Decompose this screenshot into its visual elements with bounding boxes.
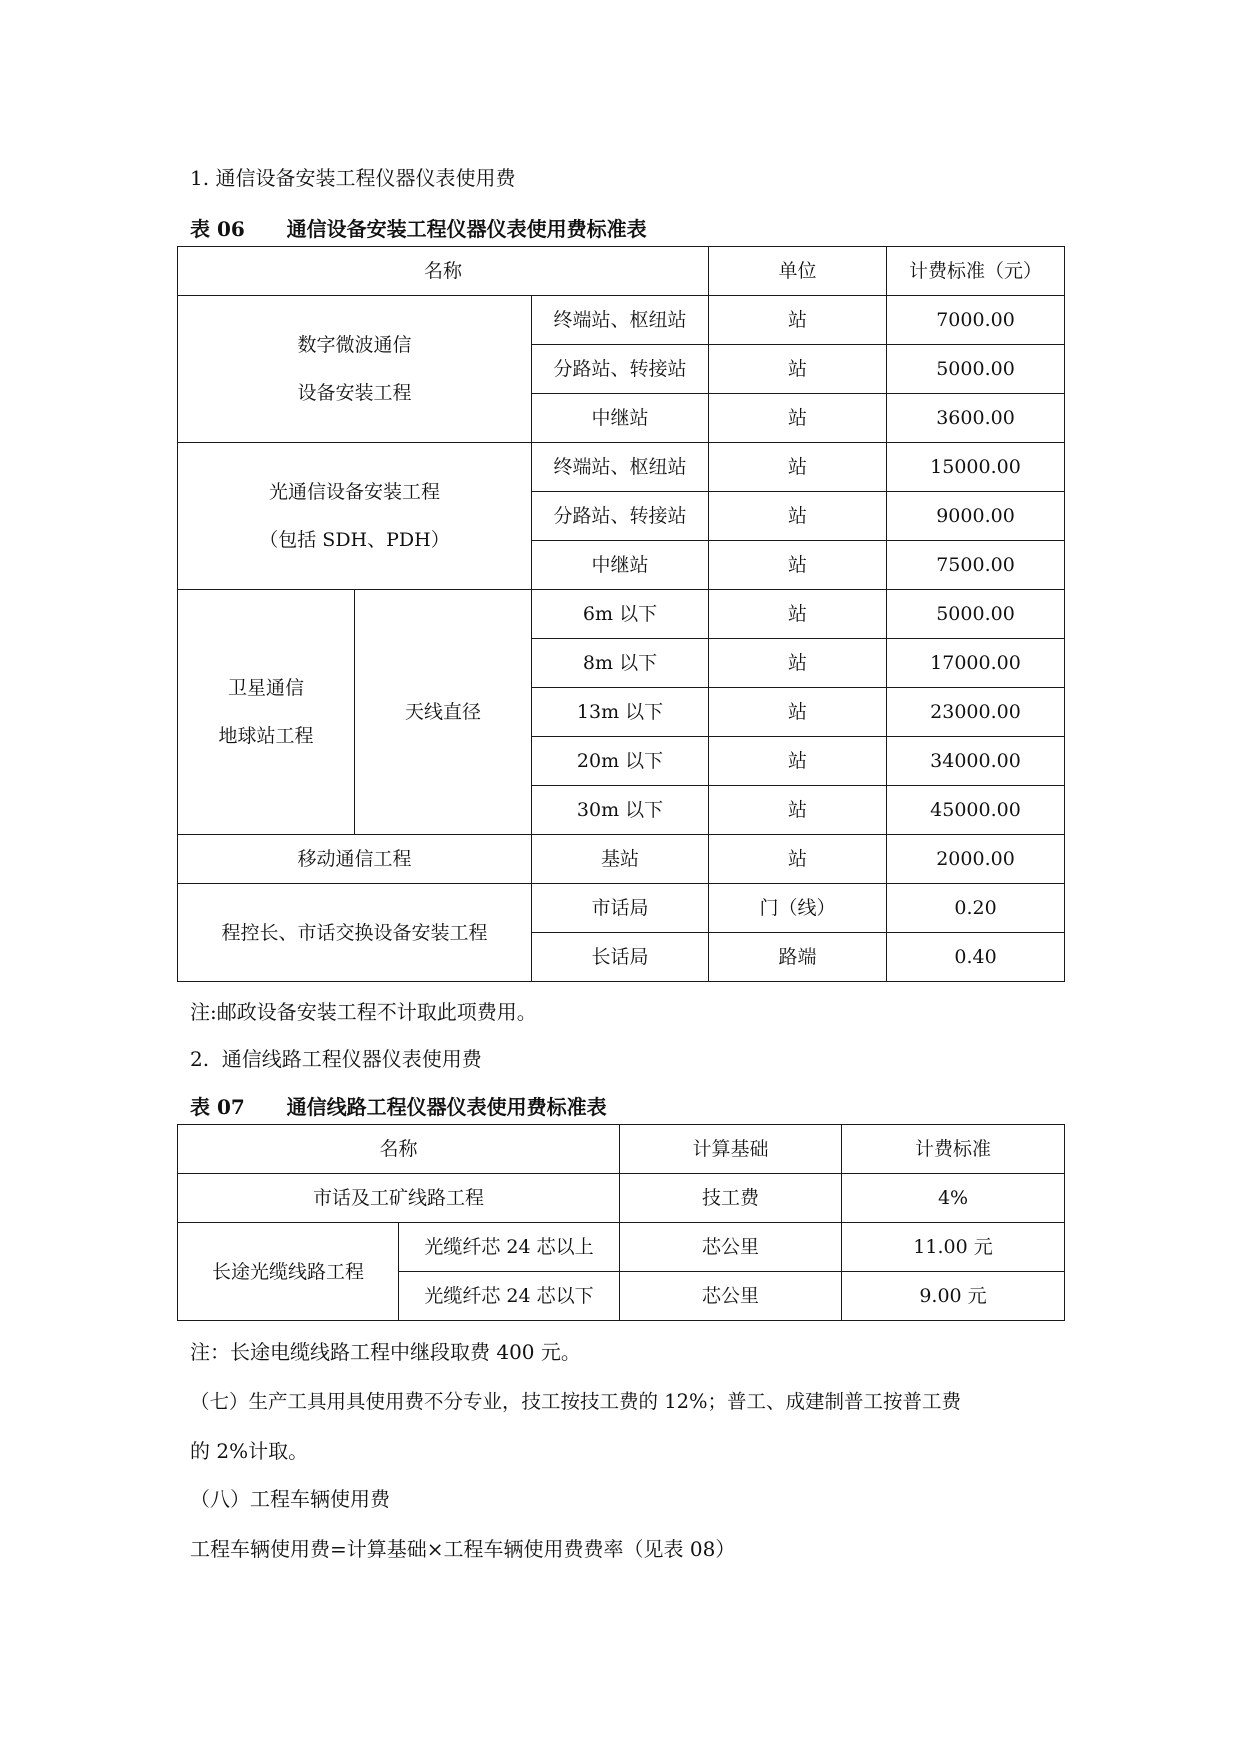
header-name: 名称: [178, 1125, 620, 1174]
row-value: 7500.00: [887, 541, 1065, 590]
header-name: 名称: [178, 247, 709, 296]
group-mobile: 移动通信工程: [178, 835, 532, 884]
row-value: 7000.00: [887, 296, 1065, 345]
row-item: 光缆纤芯 24 芯以上: [399, 1223, 620, 1272]
group-longdist: 长途光缆线路工程: [178, 1223, 399, 1321]
row-unit: 站: [709, 296, 887, 345]
row-item: 13m 以下: [532, 688, 709, 737]
row-basis: 芯公里: [620, 1272, 842, 1321]
table-row: [178, 590, 1065, 639]
table06-caption: 表 06 通信设备安装工程仪器仪表使用费标准表: [190, 217, 647, 241]
row-value: 9.00 元: [842, 1272, 1065, 1321]
row-value: 17000.00: [887, 639, 1065, 688]
row-value: 9000.00: [887, 492, 1065, 541]
table06: [177, 246, 1065, 982]
row-item: 光缆纤芯 24 芯以下: [399, 1272, 620, 1321]
group-microwave: 数字微波通信 设备安装工程: [178, 296, 532, 443]
row-item: 20m 以下: [532, 737, 709, 786]
row-unit: 站: [709, 443, 887, 492]
row-unit: 站: [709, 835, 887, 884]
row-item: 6m 以下: [532, 590, 709, 639]
section8-heading: （八）工程车辆使用费: [190, 1487, 390, 1511]
row-value: 5000.00: [887, 590, 1065, 639]
section2-heading: 2. 通信线路工程仪器仪表使用费: [190, 1047, 482, 1071]
section7-text-cont: 的 2%计取。: [190, 1439, 309, 1463]
table-row: [178, 443, 1065, 492]
row-item: 分路站、转接站: [532, 492, 709, 541]
row-basis: 芯公里: [620, 1223, 842, 1272]
table-row: [178, 296, 1065, 345]
table07-note: 注：长途电缆线路工程中继段取费 400 元。: [190, 1340, 581, 1364]
header-unit: 单位: [709, 247, 887, 296]
row-value: 11.00 元: [842, 1223, 1065, 1272]
header-standard: 计费标准: [842, 1125, 1065, 1174]
table-row: [178, 884, 1065, 933]
row-unit: 站: [709, 345, 887, 394]
row-unit: 站: [709, 737, 887, 786]
row-unit: 站: [709, 541, 887, 590]
group-satellite: 卫星通信 地球站工程: [178, 590, 355, 835]
section7-text: （七）生产工具用具使用费不分专业，技工按技工费的 12%；普工、成建制普工按普工费: [190, 1390, 962, 1413]
group-local: 市话及工矿线路工程: [178, 1174, 620, 1223]
row-item: 长话局: [532, 933, 709, 982]
row-value: 0.40: [887, 933, 1065, 982]
row-value: 3600.00: [887, 394, 1065, 443]
row-basis: 技工费: [620, 1174, 842, 1223]
antenna-diameter: 天线直径: [355, 590, 532, 835]
section8-formula: 工程车辆使用费=计算基础×工程车辆使用费费率（见表 08）: [190, 1537, 736, 1561]
group-optical: 光通信设备安装工程 （包括 SDH、PDH）: [178, 443, 532, 590]
row-value: 15000.00: [887, 443, 1065, 492]
row-unit: 门（线）: [709, 884, 887, 933]
header-basis: 计算基础: [620, 1125, 842, 1174]
row-unit: 站: [709, 590, 887, 639]
row-unit: 站: [709, 492, 887, 541]
row-value: 2000.00: [887, 835, 1065, 884]
row-value: 34000.00: [887, 737, 1065, 786]
header-standard: 计费标准（元）: [887, 247, 1065, 296]
row-item: 终端站、枢纽站: [532, 296, 709, 345]
row-value: 5000.00: [887, 345, 1065, 394]
table-row: [178, 835, 1065, 884]
row-item: 8m 以下: [532, 639, 709, 688]
row-item: 基站: [532, 835, 709, 884]
row-unit: 站: [709, 786, 887, 835]
row-unit: 站: [709, 639, 887, 688]
group-switching: 程控长、市话交换设备安装工程: [178, 884, 532, 982]
row-value: 23000.00: [887, 688, 1065, 737]
table-row: [178, 1223, 1065, 1272]
row-item: 终端站、枢纽站: [532, 443, 709, 492]
row-unit: 站: [709, 688, 887, 737]
table06-note: 注:邮政设备安装工程不计取此项费用。: [190, 1000, 537, 1024]
table07-caption: 表 07 通信线路工程仪器仪表使用费标准表: [190, 1095, 607, 1119]
row-item: 分路站、转接站: [532, 345, 709, 394]
table07: [177, 1124, 1065, 1321]
section1-heading: 1. 通信设备安装工程仪器仪表使用费: [190, 166, 516, 190]
row-value: 45000.00: [887, 786, 1065, 835]
row-unit: 路端: [709, 933, 887, 982]
row-item: 市话局: [532, 884, 709, 933]
row-item: 中继站: [532, 394, 709, 443]
row-value: 0.20: [887, 884, 1065, 933]
row-item: 中继站: [532, 541, 709, 590]
row-unit: 站: [709, 394, 887, 443]
table-row: [178, 1174, 1065, 1223]
row-value: 4%: [842, 1174, 1065, 1223]
table-header-row: [178, 247, 1065, 296]
row-item: 30m 以下: [532, 786, 709, 835]
table-header-row: [178, 1125, 1065, 1174]
